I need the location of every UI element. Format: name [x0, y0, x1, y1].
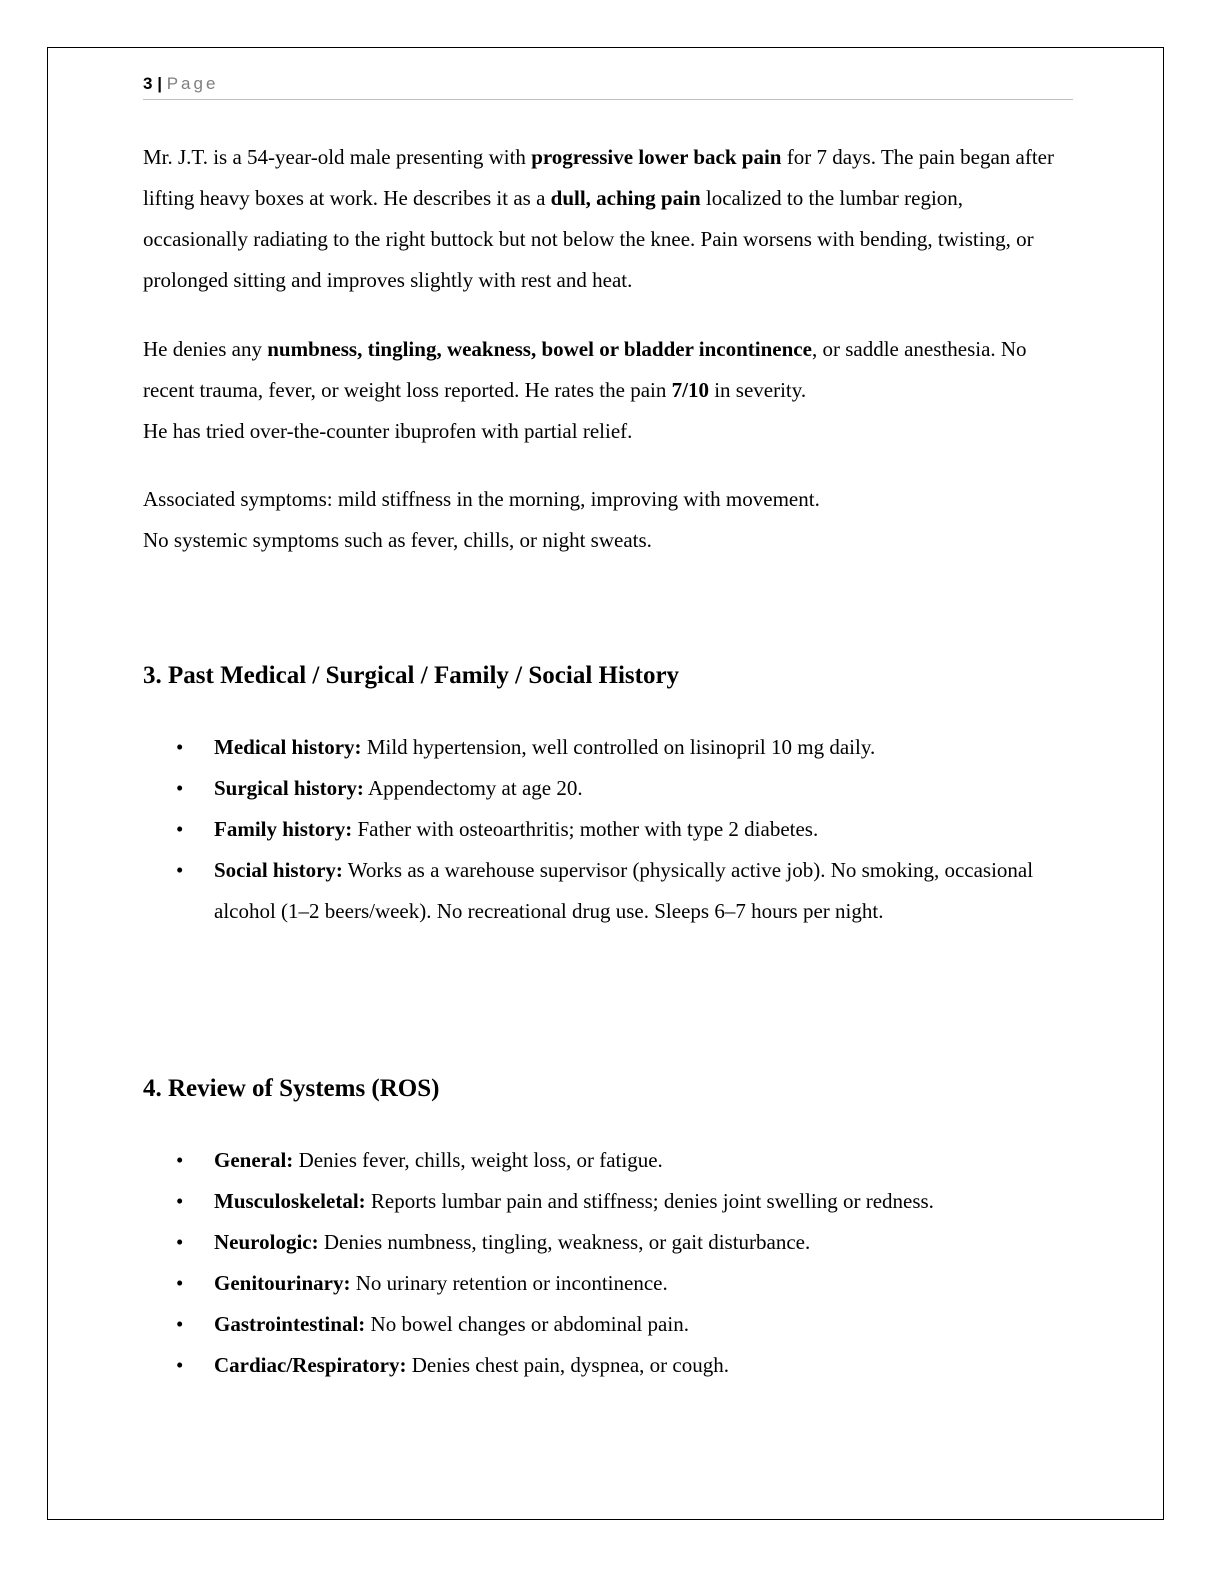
section-3-title: 3. Past Medical / Surgical / Family / Social History [143, 662, 680, 689]
item-label: Cardiac/Respiratory: [214, 1353, 407, 1377]
ros-list [143, 1140, 1073, 1386]
hpi-p1-text-2: for 7 days. The pain began after lifting heavy boxes at work. He describes it as a [143, 145, 1054, 210]
item-text: Reports lumbar pain and stiffness; denies joint swelling or redness. [365, 1189, 934, 1213]
list-item [143, 1181, 1073, 1222]
page-label: Page [166, 74, 219, 93]
bullet-icon: • [176, 1189, 184, 1213]
item-text: Works as a warehouse supervisor (physically active job). No smoking, occasional alcohol (1–2 beers/week). No recreational drug use. Sleeps 6–7 hours per night. [214, 858, 1034, 923]
hpi-paragraph-3 [143, 479, 1073, 561]
section-4-title: 4. Review of Systems (ROS) [143, 1075, 440, 1102]
list-item [143, 850, 1073, 932]
item-label: Gastrointestinal: [214, 1312, 366, 1336]
list-item [143, 1222, 1073, 1263]
hpi-p1-bold-2: dull, aching pain [550, 186, 701, 210]
hpi-paragraph-1 [143, 137, 1073, 301]
item-text: Denies fever, chills, weight loss, or fatigue. [293, 1148, 663, 1172]
list-item [143, 809, 1073, 850]
bullet-icon: • [176, 1148, 184, 1172]
item-text: No urinary retention or incontinence. [350, 1271, 668, 1295]
item-label: Surgical history: [214, 776, 364, 800]
hpi-p1-text-3: localized to the lumbar region, occasionally radiating to the right buttock but not below the knee. Pain worsens with bending, twisting, or prolonged sitting and improves slightly with rest and heat. [143, 186, 1034, 292]
item-text: Father with osteoarthritis; mother with type 2 diabetes. [352, 817, 819, 841]
history-list [143, 727, 1073, 932]
list-item [143, 727, 1073, 768]
hpi-p2-text-2: , or saddle anesthesia. No recent trauma, fever, or weight loss reported. He rates the pain [143, 337, 1027, 402]
bullet-icon: • [176, 1353, 184, 1377]
hpi-p2-bold-2: 7/10 [671, 378, 709, 402]
list-item [143, 1345, 1073, 1386]
hpi-p1-text-1: Mr. J.T. is a 54-year-old male presenting with [143, 145, 532, 169]
bullet-icon: • [176, 776, 184, 800]
header-separator: | [157, 74, 162, 93]
item-text: Denies chest pain, dyspnea, or cough. [406, 1353, 729, 1377]
hpi-p3-line-2: No systemic symptoms such as fever, chills, or night sweats. [143, 528, 652, 552]
hpi-p2-bold-1: numbness, tingling, weakness, bowel or bladder incontinence [267, 337, 812, 361]
item-text: Appendectomy at age 20. [363, 776, 583, 800]
hpi-p2-text-1: He denies any [143, 337, 268, 361]
bullet-icon: • [176, 1312, 184, 1336]
item-label: Social history: [214, 858, 343, 882]
item-label: Neurologic: [214, 1230, 319, 1254]
page-header [143, 72, 1073, 100]
bullet-icon: • [176, 1271, 184, 1295]
item-label: Medical history: [214, 735, 362, 759]
bullet-icon: • [176, 1230, 184, 1254]
item-label: Genitourinary: [214, 1271, 351, 1295]
list-item [143, 1140, 1073, 1181]
item-label: General: [214, 1148, 294, 1172]
item-label: Family history: [214, 817, 353, 841]
item-label: Musculoskeletal: [214, 1189, 366, 1213]
item-text: No bowel changes or abdominal pain. [365, 1312, 689, 1336]
list-item [143, 1304, 1073, 1345]
item-text: Denies numbness, tingling, weakness, or gait disturbance. [318, 1230, 811, 1254]
list-item [143, 1263, 1073, 1304]
bullet-icon: • [176, 735, 184, 759]
hpi-p3-line-1: Associated symptoms: mild stiffness in the morning, improving with movement. [143, 487, 820, 511]
bullet-icon: • [176, 858, 184, 882]
hpi-p1-bold-1: progressive lower back pain [531, 145, 782, 169]
hpi-paragraph-2 [143, 329, 1073, 452]
hpi-p2-text-3: in severity. [708, 378, 807, 402]
list-item [143, 768, 1073, 809]
page-number: 3 [143, 74, 153, 93]
bullet-icon: • [176, 817, 184, 841]
item-text: Mild hypertension, well controlled on lisinopril 10 mg daily. [361, 735, 876, 759]
hpi-p2-text-4: He has tried over-the-counter ibuprofen with partial relief. [143, 419, 633, 443]
